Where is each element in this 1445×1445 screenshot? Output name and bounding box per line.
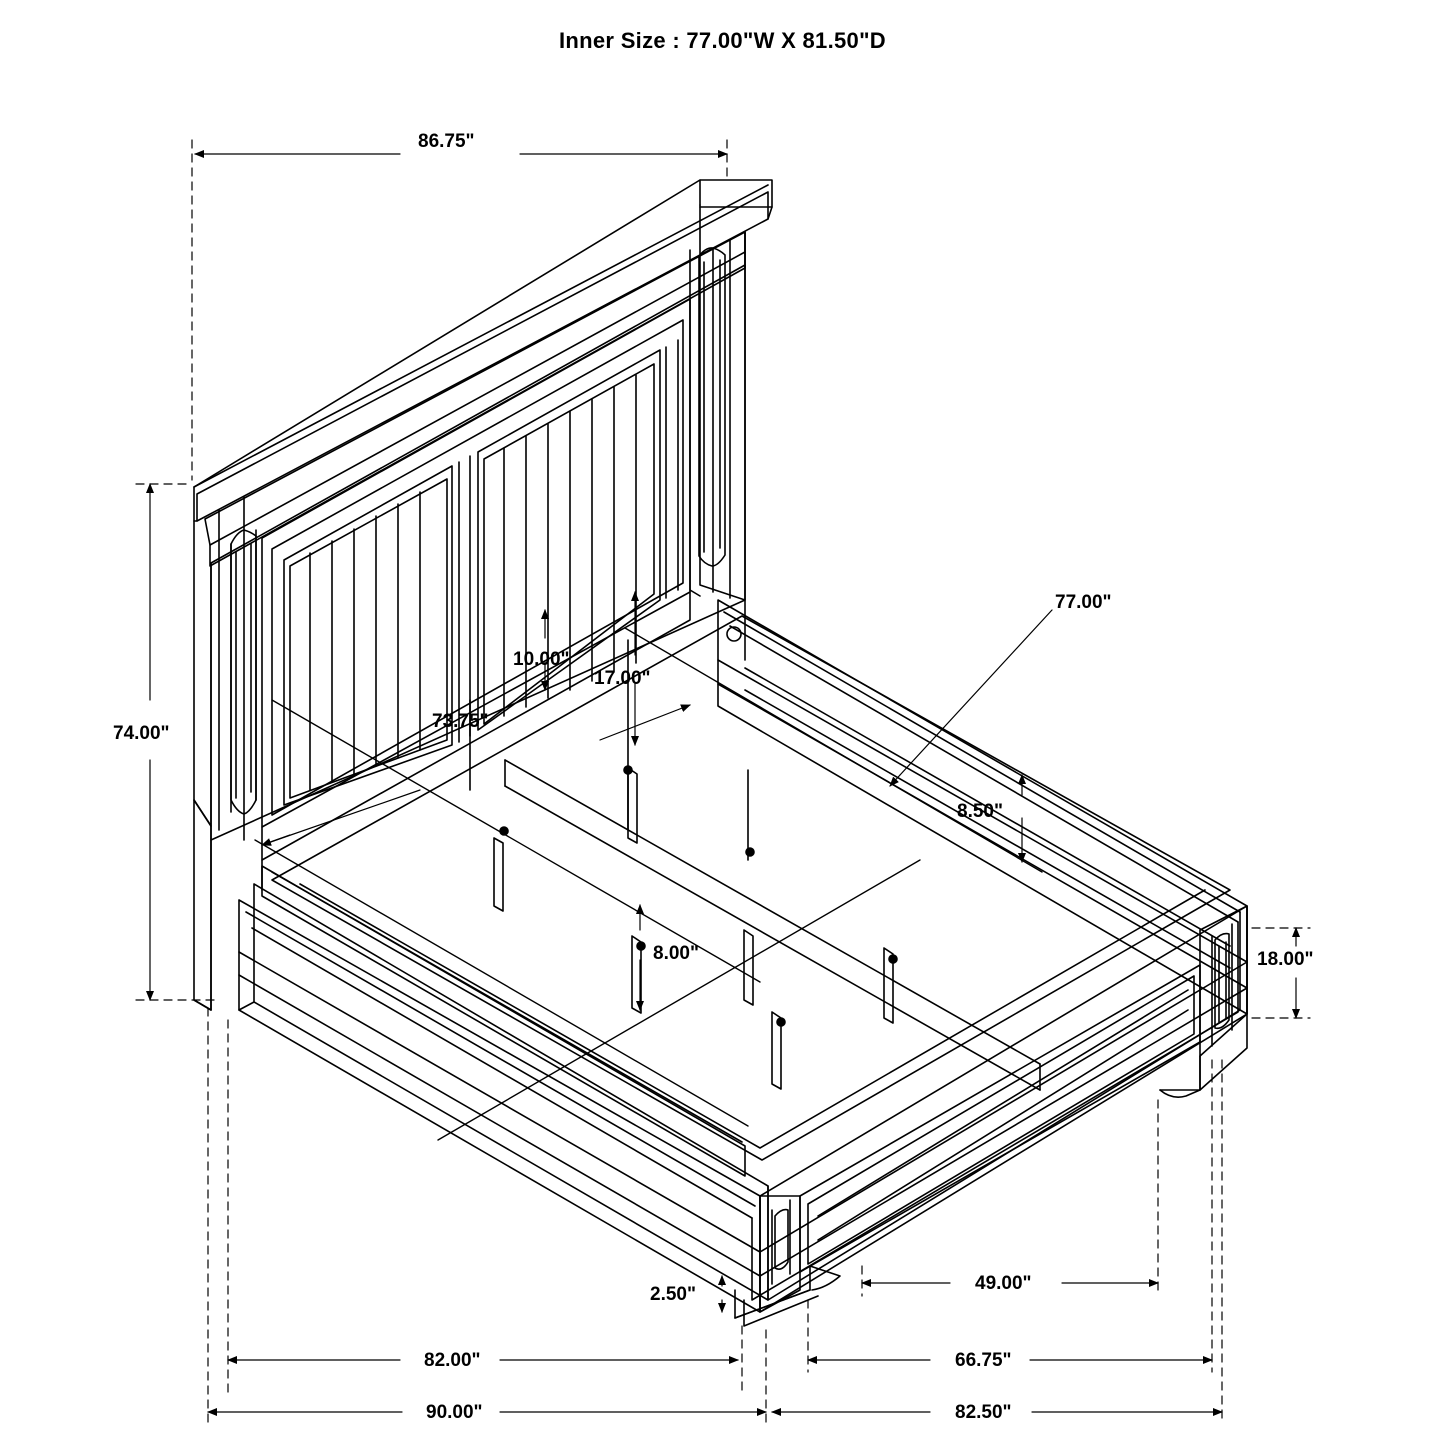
dim-label-panel-inset: 10.00" <box>513 649 570 670</box>
page-title: Inner Size : 77.00"W X 81.50"D <box>559 28 886 53</box>
dim-label-headboard-inner-width: 73.75" <box>432 711 489 732</box>
dim-label-bed-length: 82.00" <box>424 1350 481 1371</box>
dim-label-footboard-height: 18.00" <box>1257 949 1314 970</box>
dim-label-rail-height: 17.00" <box>594 668 651 689</box>
dim-label-side-rail-height: 8.50" <box>957 801 1003 822</box>
dim-label-footboard-inner-width: 49.00" <box>975 1273 1032 1294</box>
dim-label-top-width: 86.75" <box>418 131 475 152</box>
dim-label-footboard-base: 2.50" <box>650 1284 696 1305</box>
dim-label-overall-length: 90.00" <box>426 1402 483 1423</box>
dim-label-slat-support-height: 8.00" <box>653 943 699 964</box>
dim-label-slat-width: 77.00" <box>1055 592 1112 613</box>
dim-label-headboard-height: 74.00" <box>113 723 170 744</box>
dim-label-bed-depth-inner: 66.75" <box>955 1350 1012 1371</box>
dim-label-overall-depth: 82.50" <box>955 1402 1012 1423</box>
